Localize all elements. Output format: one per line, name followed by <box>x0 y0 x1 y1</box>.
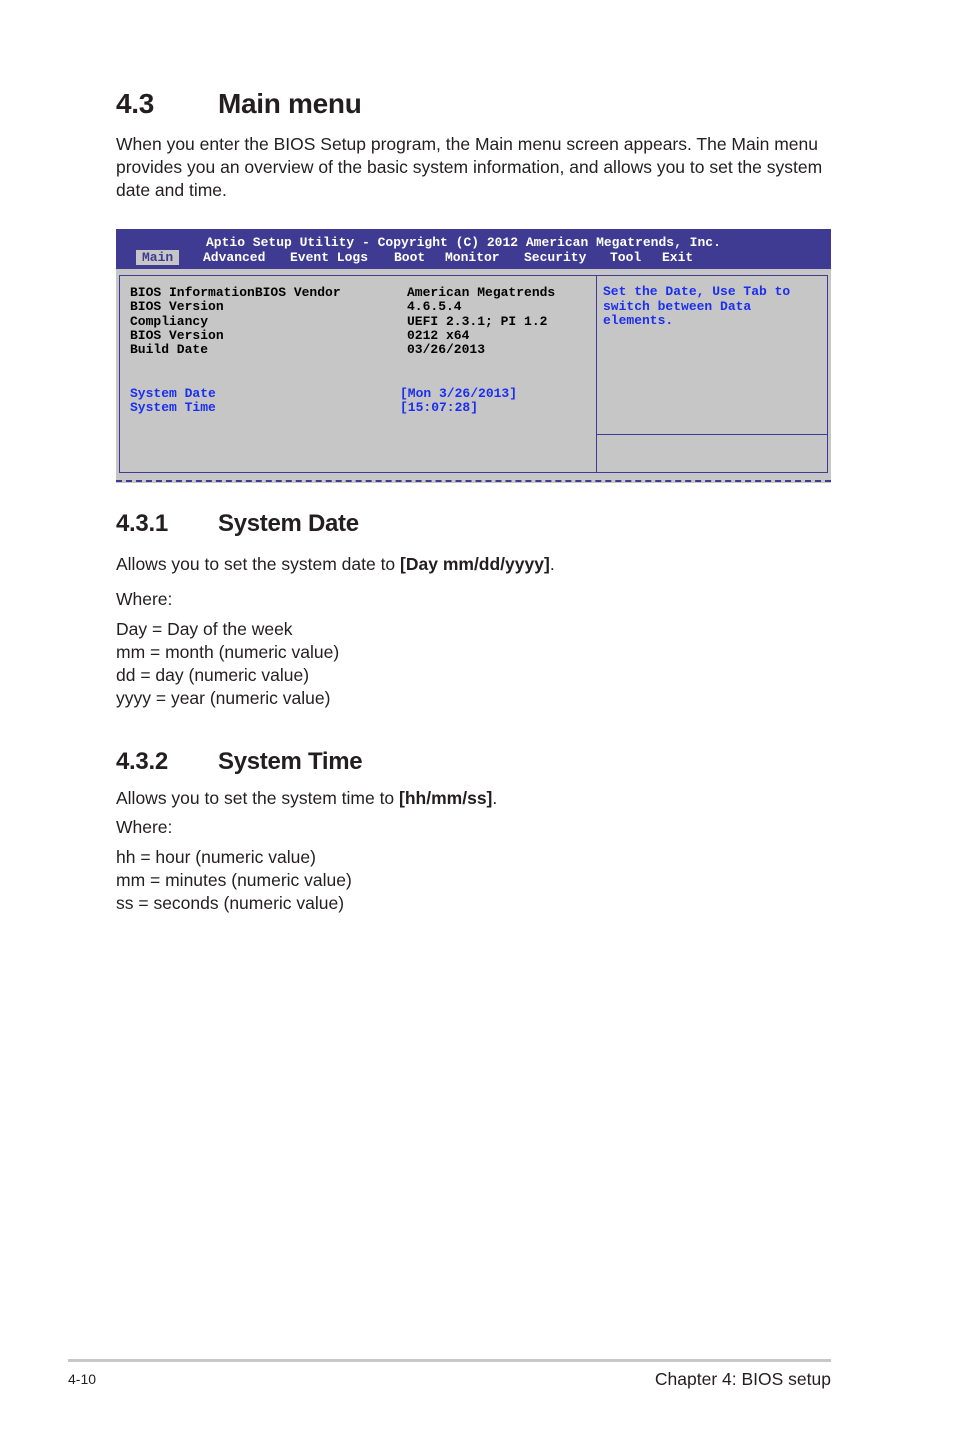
bios-row-value: 03/26/2013 <box>407 342 486 357</box>
intro-paragraph: When you enter the BIOS Setup program, the Main menu screen appears. The Main menu provides you an overview of the basic system information, and allows you to set the system date and time. <box>116 134 823 200</box>
definition-line: mm = month (numeric value) <box>116 642 340 662</box>
bios-menu-boot[interactable]: Boot <box>394 250 426 265</box>
bios-row-label: Compliancy <box>130 314 209 329</box>
bios-help-text <box>603 285 790 329</box>
system-date-description <box>116 553 836 576</box>
system-time-label[interactable]: System Time <box>130 400 216 415</box>
desc-period: . <box>492 788 498 808</box>
subsection-number: 4.3.2 <box>116 748 168 775</box>
bios-row-value: UEFI 2.3.1; PI 1.2 <box>407 314 548 329</box>
definition-line: mm = minutes (numeric value) <box>116 870 352 890</box>
bios-help-divider <box>597 434 827 435</box>
bios-menu-exit[interactable]: Exit <box>662 250 694 265</box>
desc-format: [hh/mm/ss] <box>399 788 493 808</box>
system-date-label[interactable]: System Date <box>130 386 216 401</box>
help-line: Set the Date, Use Tab to <box>603 284 791 299</box>
bios-menu-main[interactable]: Main <box>136 250 179 265</box>
desc-text: Allows you to set the system date to <box>116 554 401 574</box>
bios-info-panel <box>119 275 597 473</box>
page-number: 4-10 <box>68 1371 97 1387</box>
desc-text: Allows you to set the system time to <box>116 788 400 808</box>
bios-row-value: 4.6.5.4 <box>407 299 462 314</box>
desc-period: . <box>549 554 555 574</box>
definition-line: dd = day (numeric value) <box>116 665 310 685</box>
help-line: switch between Data <box>603 298 752 314</box>
subsection-number: 4.3.1 <box>116 510 168 537</box>
bios-help-panel <box>596 275 828 473</box>
bios-header <box>116 229 831 269</box>
chapter-label: Chapter 4: BIOS setup <box>654 1369 831 1389</box>
section-heading <box>116 88 362 120</box>
bios-row-label: BIOS Version <box>130 328 224 343</box>
bios-menu-tool[interactable]: Tool <box>610 250 642 265</box>
help-line: elements. <box>603 313 674 328</box>
section-title: Main menu <box>218 88 362 119</box>
subsection-title: System Date <box>218 510 359 537</box>
footer-rule <box>68 1359 831 1362</box>
bios-row-value: 0212 x64 <box>407 328 470 343</box>
system-date-value[interactable]: [Mon 3/26/2013] <box>400 386 518 401</box>
definition-line: ss = seconds (numeric value) <box>116 893 345 913</box>
bios-dashed-edge <box>116 480 831 482</box>
definition-line: yyyy = year (numeric value) <box>116 688 331 708</box>
definition-line: Day = Day of the week <box>116 619 293 639</box>
bios-screenshot <box>116 229 831 483</box>
where-label: Where: <box>116 589 173 609</box>
system-time-value[interactable]: [15:07:28] <box>400 400 479 415</box>
bios-row-label: BIOS InformationBIOS Vendor <box>130 285 341 300</box>
bios-row-label: BIOS Version <box>130 299 224 314</box>
section-number: 4.3 <box>116 88 155 119</box>
bios-row-value: American Megatrends <box>407 285 556 300</box>
definition-line: hh = hour (numeric value) <box>116 847 316 867</box>
desc-format: [Day mm/dd/yyyy] <box>400 554 550 574</box>
system-time-heading <box>116 748 362 776</box>
system-date-heading <box>116 510 359 538</box>
bios-title: Aptio Setup Utility - Copyright (C) 2012 American Megatrends, Inc. <box>206 235 721 250</box>
subsection-title: System Time <box>218 748 363 775</box>
bios-menu-security[interactable]: Security <box>524 250 587 265</box>
bios-menu-event-logs[interactable]: Event Logs <box>290 250 369 265</box>
where-label: Where: <box>116 817 173 837</box>
bios-row-label: Build Date <box>130 342 209 357</box>
bios-menu-advanced[interactable]: Advanced <box>203 250 266 265</box>
system-time-description <box>116 787 836 810</box>
bios-menu-monitor[interactable]: Monitor <box>445 250 500 265</box>
